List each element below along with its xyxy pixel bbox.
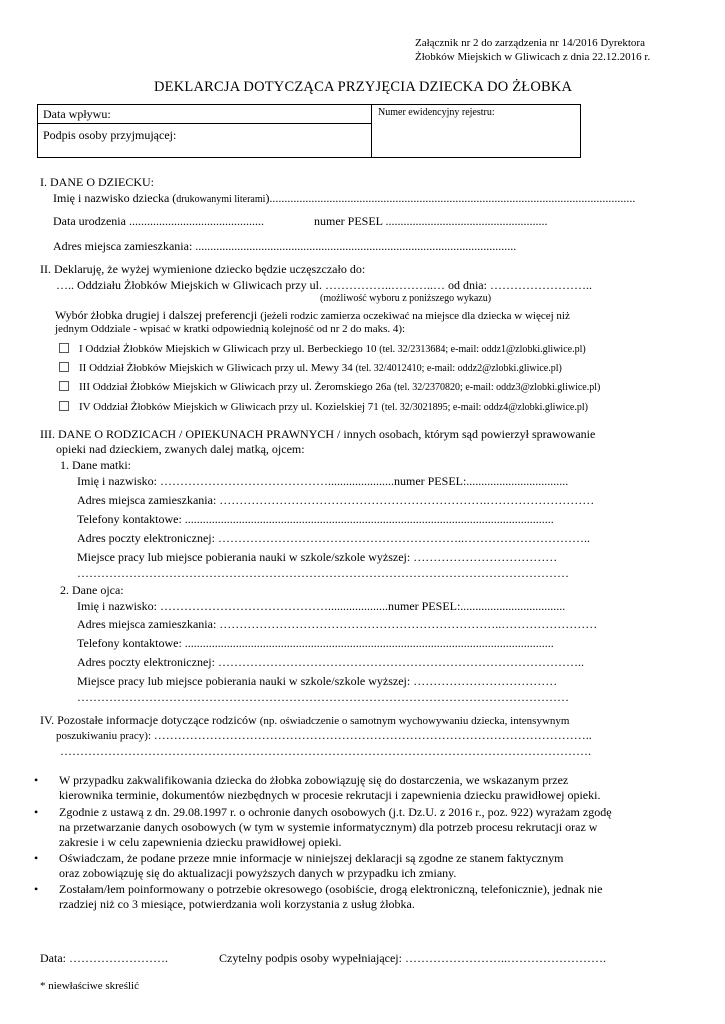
child-name-hint: drukowanymi literami xyxy=(176,194,266,205)
intake-register-number-label: Numer ewidencyjny rejestru: xyxy=(378,107,495,118)
mother-name-field[interactable]: Imię i nazwisko: ……………………………………......................numer PESEL:.................................. xyxy=(77,474,569,488)
branch-selection-hint: (możliwość wyboru z poniższego wykazu) xyxy=(320,293,492,304)
bullet-icon: • xyxy=(34,882,39,896)
intake-box-vdivider xyxy=(371,104,372,158)
statement-2-line3: zakresie i w celu zapewnienia dziecku prawidłowej opieki. xyxy=(59,835,342,849)
mother-email-field[interactable]: Adres poczty elektronicznej: ……………………………………………………..………………………….. xyxy=(77,531,590,545)
father-email-field[interactable]: Adres poczty elektronicznej: ……………………………………………………………………………….. xyxy=(77,655,584,669)
checkbox-icon[interactable] xyxy=(59,381,69,391)
mother-phone-field[interactable]: Telefony kontaktowe: ........................................................................................................................... xyxy=(77,512,554,526)
attachment-note-line2: Żłobków Miejskich w Gliwicach z dnia 22.12.2016 r. xyxy=(415,51,651,63)
child-name-field[interactable]: ).......................................................................................................................... xyxy=(265,191,636,205)
preference-intro-line2: jednym Oddziale - wpisać w kratki odpowiednią kolejność od nr 2 do maks. 4): xyxy=(55,323,406,335)
branch-option-1-contact: (tel. 32/2313684; e-mail: oddz1@zlobki.gliwice.pl) xyxy=(379,344,586,355)
statement-3-line2: oraz zobowiązuję się do aktualizacji powyższych danych w przypadku ich zmiany. xyxy=(59,866,457,880)
branch-option-1[interactable] xyxy=(59,343,586,355)
branch-option-4-name: IV Oddział Żłobków Miejskich w Gliwicach przy ul. Kozielskiej 71 xyxy=(79,401,382,413)
page-title: DEKLARCJA DOTYCZĄCA PRZYJĘCIA DZIECKA DO ŻŁOBKA xyxy=(154,79,573,95)
bullet-icon: • xyxy=(34,773,39,787)
child-dob-field[interactable]: Data urodzenia ............................................. xyxy=(53,214,264,228)
mother-address-field[interactable]: Adres miejsca zamieszkania: ………………………………………………………….……………………… xyxy=(77,493,595,507)
preference-intro-line1 xyxy=(55,308,570,323)
section3-heading-line2: opieki nad dzieckiem, zwanych dalej matką, ojcem: xyxy=(56,442,305,456)
checkbox-icon[interactable] xyxy=(59,401,69,411)
section4-hint-cont: poszukiwaniu pracy): xyxy=(56,730,154,742)
father-heading: 2. Dane ojca: xyxy=(60,583,124,597)
mother-work-field-cont[interactable]: …………………………………………………………………………………………………………… xyxy=(77,566,569,580)
branch-option-3-contact: (tel. 32/2370820; e-mail: oddz3@zlobki.gliwice.pl) xyxy=(393,382,601,393)
statement-3-line1: Oświadczam, że podane przeze mnie informacje w niniejszej deklaracji są zgodne ze stanem faktycznym xyxy=(59,851,564,865)
father-work-field-cont[interactable]: …………………………………………………………………………………………………………… xyxy=(77,690,569,704)
statement-1-line2: kierownika terminie, dokumentów niezbędnych w procesie rekrutacji i zapewnienia dziecku prawidłowej opieki. xyxy=(59,788,601,802)
footer-note: * niewłaściwe skreślić xyxy=(40,980,139,992)
father-work-field[interactable]: Miejsce pracy lub miejsce pobierania nauki w szkole/szkole wyższej: ……………………………… xyxy=(77,674,558,688)
child-name-label: Imię i nazwisko dziecka ( xyxy=(53,191,177,205)
footer-date-field[interactable]: Data: ……………………. xyxy=(40,951,168,965)
branch-option-3[interactable] xyxy=(59,381,600,393)
statement-2-line2: na przetwarzanie danych osobowych (w tym w systemie informatycznym) dla potrzeb procesu rekrutacji oraz w xyxy=(59,820,598,834)
branch-option-1-name: I Oddział Żłobków Miejskich w Gliwicach przy ul. Berbeckiego 10 xyxy=(79,343,380,355)
section4-heading: IV. Pozostałe informacje dotyczące rodziców xyxy=(40,713,260,727)
section4-line1 xyxy=(40,713,569,728)
checkbox-icon[interactable] xyxy=(59,362,69,372)
section2-heading: II. Deklaruję, że wyżej wymienione dziecko będzie uczęszczało do: xyxy=(40,262,366,276)
intake-date-label: Data wpływu: xyxy=(43,107,111,121)
statement-4-line1: Zostałam/łem poinformowany o potrzebie okresowego (osobiście, drogą elektroniczną, telefonicznie), jednak nie xyxy=(59,882,603,896)
statement-2-line1: Zgodnie z ustawą z dn. 29.08.1997 r. o ochronie danych osobowych (j.t. Dz.U. z 2016 r., poz. 922) wyrażam zgodę xyxy=(59,805,612,819)
footer-signature-field[interactable]: Czytelny podpis osoby wypełniającej: ……………………..……………………. xyxy=(219,951,606,965)
father-address-field[interactable]: Adres miejsca zamieszkania: ……………………………………………………………..…………………… xyxy=(77,617,598,631)
father-phone-field[interactable]: Telefony kontaktowe: ........................................................................................................................... xyxy=(77,636,554,650)
bullet-icon: • xyxy=(34,851,39,865)
branch-option-4[interactable] xyxy=(59,401,588,413)
attachment-note-line1: Załącznik nr 2 do zarządzenia nr 14/2016 Dyrektora xyxy=(415,37,645,49)
branch-option-3-name: III Oddział Żłobków Miejskich w Gliwicach przy ul. Żeromskiego 26a xyxy=(79,381,394,393)
checkbox-icon[interactable] xyxy=(59,343,69,353)
child-pesel-field[interactable]: numer PESEL ...................................................... xyxy=(314,214,548,228)
preference-intro-hint: (jeżeli rodzic zamierza oczekiwać na miejsce dla dziecka w więcej niż xyxy=(260,310,570,322)
section4-hint: (np. oświadczenie o samotnym wychowywaniu dziecka, intensywnym xyxy=(259,715,570,727)
bullet-icon: • xyxy=(34,805,39,819)
branch-option-2-contact: (tel. 32/4012410; e-mail: oddz2@zlobki.gliwice.pl) xyxy=(355,363,562,374)
section4-field-cont[interactable]: ……………………………………………………………………………………………………………………. xyxy=(60,744,591,758)
section3-heading-line1: III. DANE O RODZICACH / OPIEKUNACH PRAWNYCH / innych osobach, którym sąd powierzył sprawowanie xyxy=(40,427,596,441)
intake-signature-label: Podpis osoby przyjmującej: xyxy=(43,128,177,142)
section4-field[interactable]: ……………………………………………………………………………………………….. xyxy=(153,728,592,742)
section4-line2 xyxy=(56,728,592,743)
branch-selection-field[interactable]: ….. Oddziału Żłobków Miejskich w Gliwicach przy ul. ……………..………..… od dnia: …………………….. xyxy=(56,278,592,292)
child-name-line xyxy=(53,191,635,206)
child-address-field[interactable]: Adres miejsca zamieszkania: ........................................................................................................... xyxy=(53,239,517,253)
statement-4-line2: rzadziej niż co 3 miesiące, potwierdzania woli korzystania z usług żłobka. xyxy=(59,897,415,911)
preference-intro-label: Wybór żłobka drugiej i dalszej preferencji xyxy=(55,308,261,322)
father-name-field[interactable]: Imię i nazwisko: ……………………………………....................numer PESEL:................................... xyxy=(77,599,566,613)
branch-option-2[interactable] xyxy=(59,362,562,374)
mother-heading: 1. Dane matki: xyxy=(60,458,131,472)
statement-1-line1: W przypadku zakwalifikowania dziecka do żłobka zobowiązuję się do dostarczenia, we wskazanym przez xyxy=(59,773,569,787)
section1-heading: I. DANE O DZIECKU: xyxy=(40,175,154,189)
branch-option-4-contact: (tel. 32/3021895; e-mail: oddz4@zlobki.gliwice.pl) xyxy=(381,402,588,413)
branch-option-2-name: II Oddział Żłobków Miejskich w Gliwicach przy ul. Mewy 34 xyxy=(79,362,356,374)
mother-work-field[interactable]: Miejsce pracy lub miejsce pobierania nauki w szkole/szkole wyższej: ……………………………… xyxy=(77,550,558,564)
